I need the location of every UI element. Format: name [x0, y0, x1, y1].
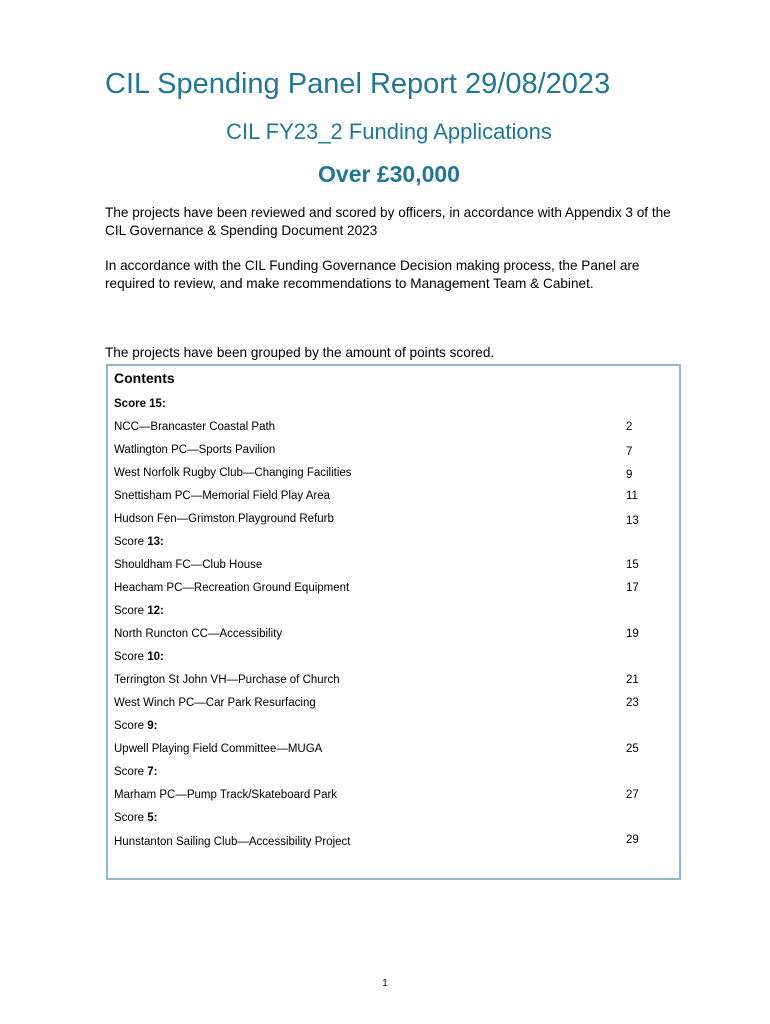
report-title: CIL Spending Panel Report 29/08/2023: [105, 68, 611, 100]
funding-threshold: Over £30,000: [318, 161, 460, 187]
intro-paragraph-3: The projects have been grouped by the amount of points scored.: [105, 345, 495, 360]
report-subtitle: CIL FY23_2 Funding Applications: [226, 119, 552, 144]
toc-entry-page: 21: [626, 674, 639, 686]
toc-entry-page: 7: [626, 446, 633, 458]
score-group-label: Score 10:: [114, 651, 164, 663]
contents-box: [106, 364, 681, 880]
intro-paragraph-2: In accordance with the CIL Funding Governance Decision making process, the Panel are required to review, and make recommendations to Management Team & Cabinet.: [105, 258, 640, 291]
score-group-label: Score 9:: [114, 720, 158, 732]
score-group-label: Score 13:: [114, 536, 164, 548]
toc-entry-title: Heacham PC—Recreation Ground Equipment: [114, 582, 350, 594]
toc-entry-page: 9: [626, 469, 633, 481]
toc-entry-page: 13: [626, 515, 639, 527]
score-group-label: Score 7:: [114, 766, 158, 778]
toc-entry-title: NCC—Brancaster Coastal Path: [114, 421, 276, 433]
toc-entry-title: Upwell Playing Field Committee—MUGA: [114, 743, 323, 755]
toc-entry-title: North Runcton CC—Accessibility: [114, 628, 283, 640]
score-group-label: Score 12:: [114, 605, 164, 617]
intro-paragraph-1: The projects have been reviewed and scored by officers, in accordance with Appendix 3 of the CIL Governance & Spending Document 2023: [105, 205, 671, 238]
toc-entry-page: 15: [626, 559, 639, 571]
toc-entry-title: Hunstanton Sailing Club—Accessibility Project: [114, 836, 351, 848]
score-group-label: Score 5:: [114, 812, 158, 824]
contents-heading: Contents: [114, 370, 175, 386]
score-group-label: Score 15:: [114, 398, 166, 410]
toc-entry-page: 27: [626, 789, 639, 801]
toc-entry-page: 19: [626, 628, 639, 640]
toc-entry-page: 17: [626, 582, 639, 594]
toc-entry-page: 11: [626, 490, 638, 502]
toc-entry-page: 23: [626, 697, 639, 709]
toc-entry-title: West Norfolk Rugby Club—Changing Facilities: [114, 467, 352, 479]
page-number: 1: [382, 978, 388, 989]
toc-entry-title: West Winch PC—Car Park Resurfacing: [114, 697, 316, 709]
toc-entry-title: Watlington PC—Sports Pavilion: [114, 444, 276, 456]
toc-entry-title: Hudson Fen—Grimston Playground Refurb: [114, 513, 334, 525]
toc-entry-title: Marham PC—Pump Track/Skateboard Park: [114, 789, 338, 801]
toc-entry-title: Snettisham PC—Memorial Field Play Area: [114, 490, 331, 502]
toc-entry-page: 2: [626, 421, 633, 433]
toc-entry-title: Shouldham FC—Club House: [114, 559, 263, 571]
toc-entry-title: Terrington St John VH—Purchase of Church: [114, 674, 340, 686]
toc-entry-page: 29: [626, 834, 639, 846]
toc-entry-page: 25: [626, 743, 639, 755]
